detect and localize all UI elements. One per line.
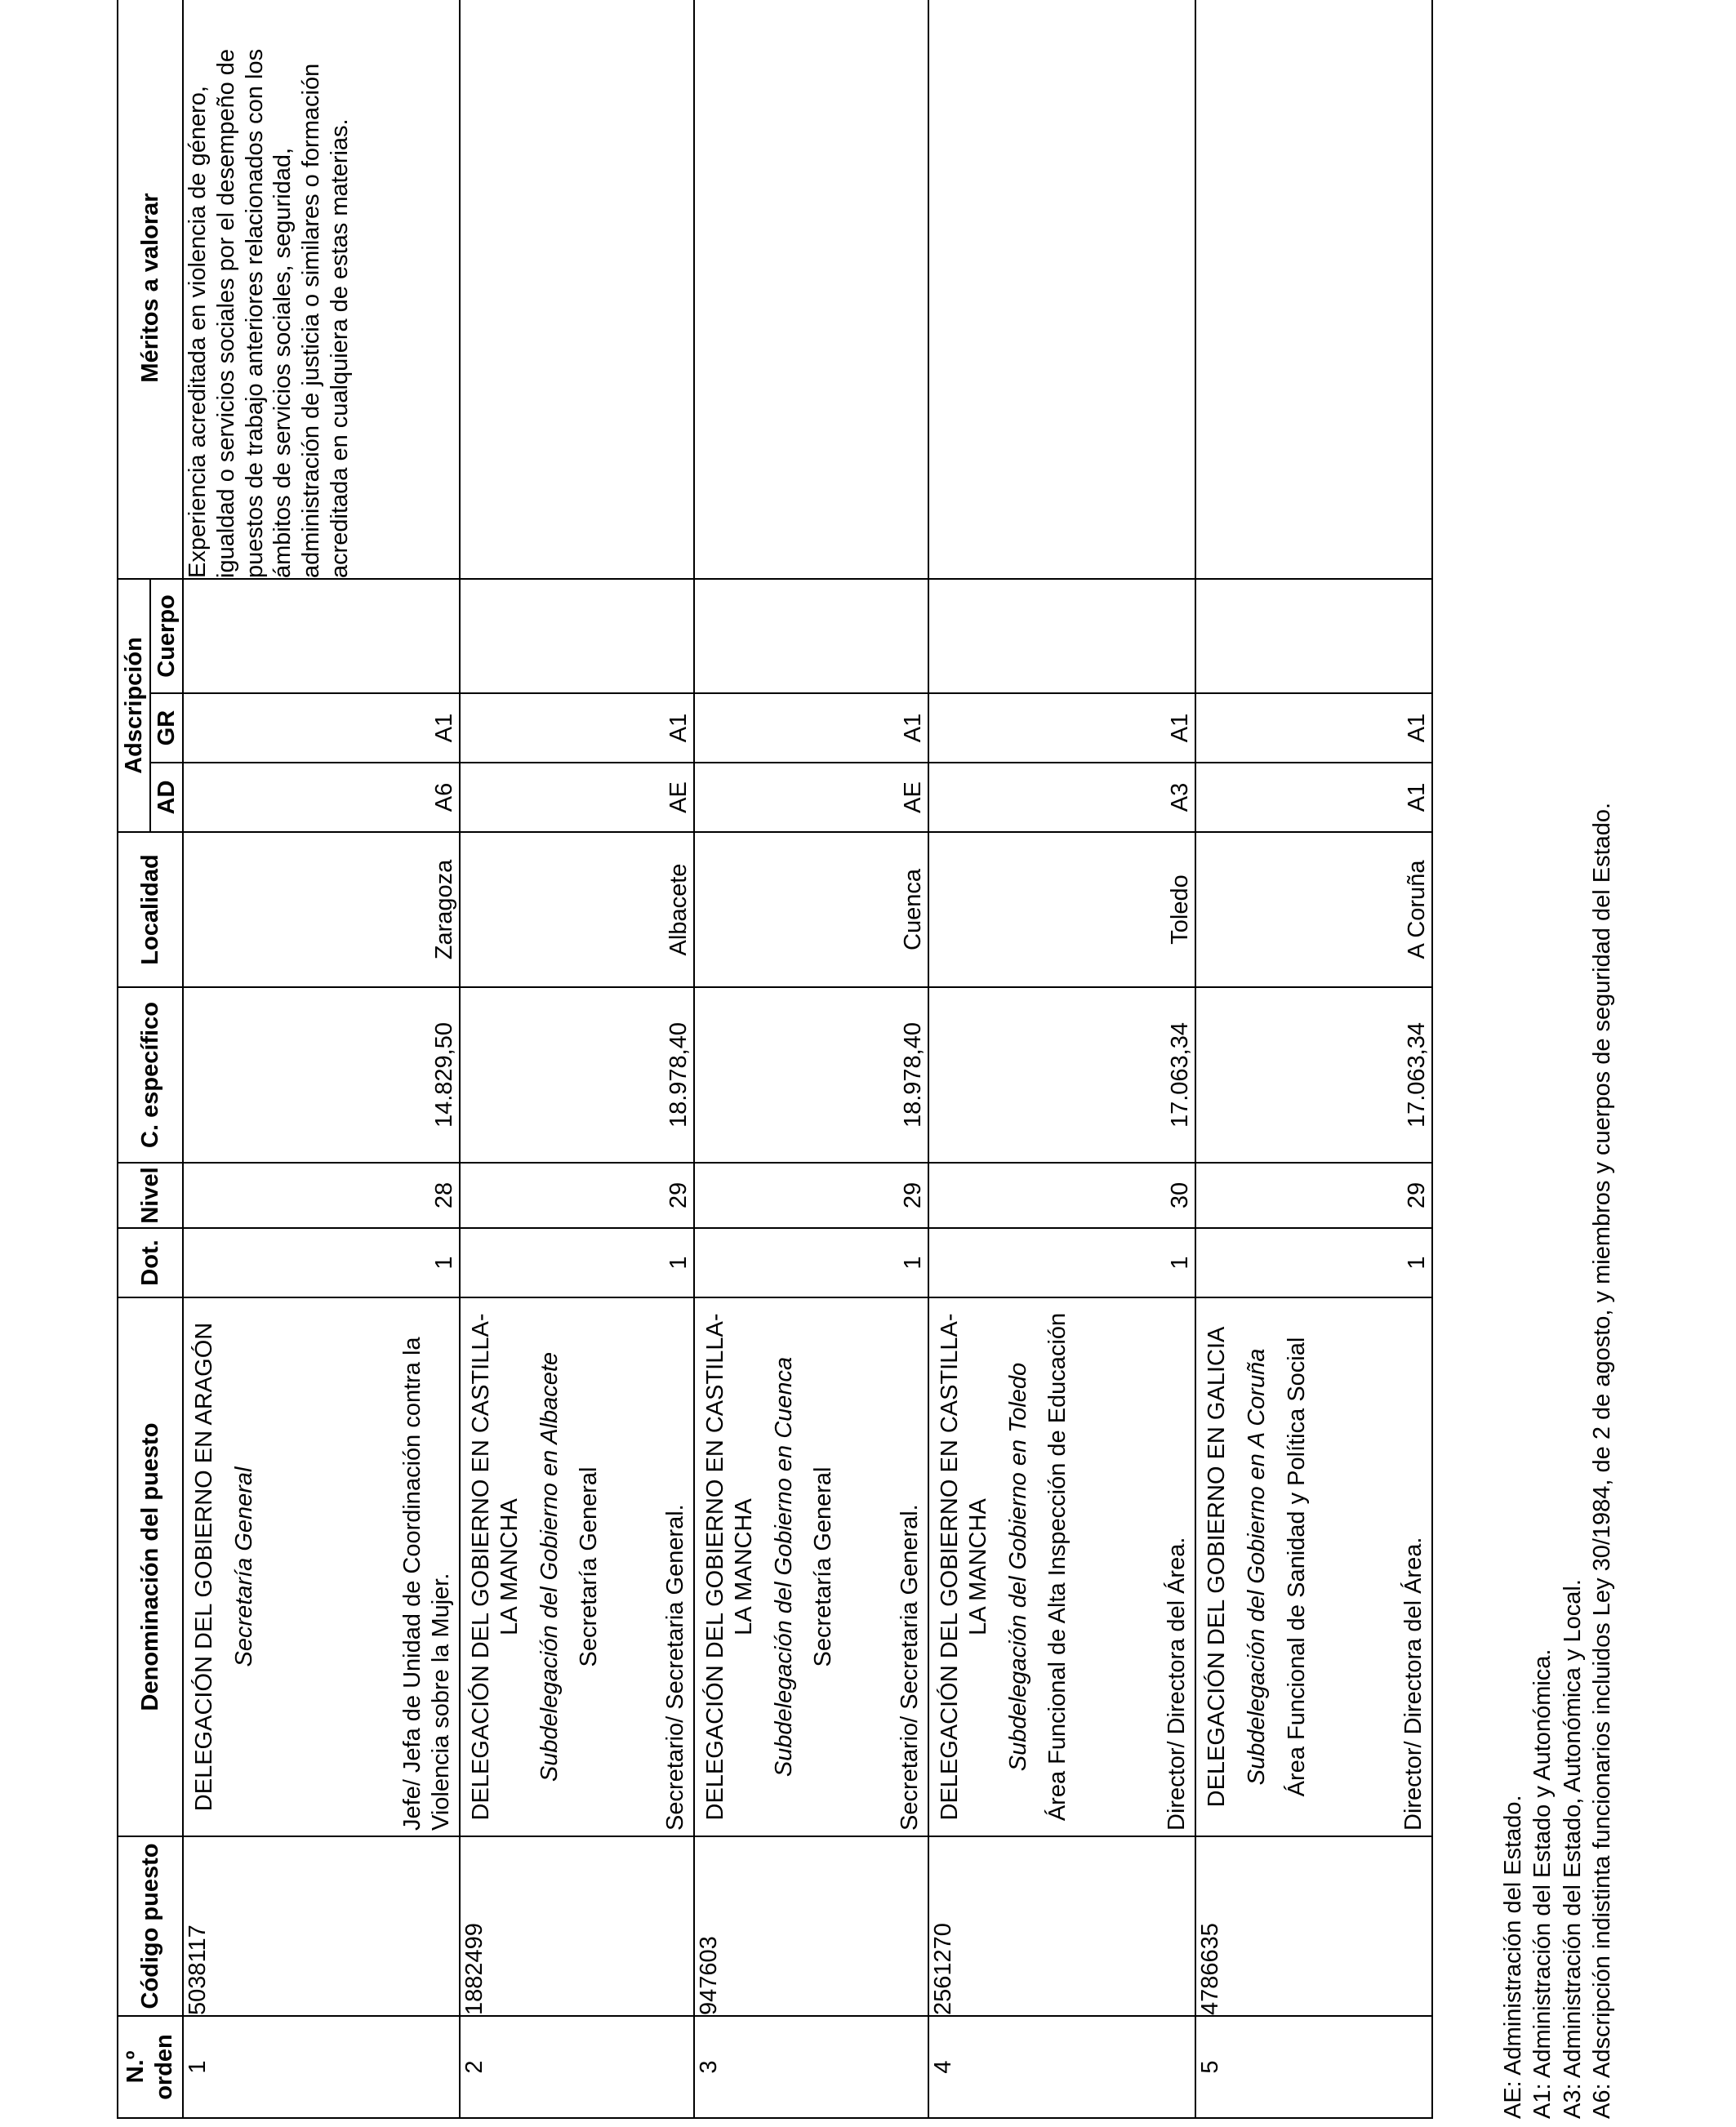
unit-name: Secretaría General [810,1466,837,1667]
header-especifico: C. específico [118,987,183,1163]
cuerpo-cell [183,579,460,693]
org-name: DELEGACIÓN DEL GOBIERNO EN ARAGÓN [191,1322,217,1812]
org-name: DELEGACIÓN DEL GOBIERNO EN CASTILLA-LA MANCHA [702,1313,757,1821]
ad-cell: A6 [183,763,460,832]
dot-cell: 1 [1195,1228,1432,1297]
meritos-cell [694,0,928,579]
dot-cell: 1 [694,1228,928,1297]
especifico-cell: 18.978,40 [460,987,694,1163]
denominacion-cell [694,1297,928,1836]
gr-cell: A1 [183,693,460,763]
cuerpo-cell [460,579,694,693]
localidad-cell: A Coruña [1195,832,1432,987]
gr-cell: A1 [460,693,694,763]
meritos-cell [928,0,1195,579]
puesto-name: Jefe/ Jefa de Unidad de Coordinación contra la Violencia sobre la Mujer. [399,1337,455,1831]
codigo-cell: 1882499 [460,1836,694,2016]
footnote-a6: A6: Adscripción indistinta funcionarios incluidos Ley 30/1984, de 2 de agosto, y miembros y cuerpos de seguridad del Estado. [1588,802,1615,2119]
org-name: DELEGACIÓN DEL GOBIERNO EN GALICIA [1204,1326,1230,1808]
table-row [460,0,694,2118]
footnote-ae: AE: Administración del Estado. [1500,1795,1526,2119]
nivel-cell: 28 [183,1163,460,1228]
puesto-name: Secretario/ Secretaria General. [897,1504,924,1831]
footnote-a3: A3: Administración del Estado, Autonómica y Local. [1559,1579,1586,2119]
header-denominacion: Denominación del puesto [118,1297,183,1836]
orden-cell: 3 [694,2016,928,2118]
localidad-cell: Zaragoza [183,832,460,987]
gr-cell: A1 [694,693,928,763]
denominacion-cell [183,1297,460,1836]
gr-cell: A1 [1195,693,1432,763]
puesto-name: Director/ Directora del Área. [1400,1537,1427,1831]
cuerpo-cell [928,579,1195,693]
positions-table [117,0,1433,2119]
area-name: Área Funcional de Alta Inspección de Educación [1044,1312,1071,1822]
sub-name: Subdelegación del Gobierno en Toledo [1004,1362,1031,1772]
table-row [694,0,928,2118]
sub-name: Subdelegación del Gobierno en A Coruña [1243,1348,1270,1786]
header-cuerpo: Cuerpo [150,579,183,693]
footnotes [1498,4,1617,2119]
table-row [928,0,1195,2118]
nivel-cell: 29 [1195,1163,1432,1228]
denominacion-cell [928,1297,1195,1836]
meritos-cell [460,0,694,579]
puesto-name: Director/ Directora del Área. [1164,1537,1191,1831]
especifico-cell: 14.829,50 [183,987,460,1163]
unit-name: Secretaría General [576,1466,603,1667]
header-gr: GR [150,693,183,763]
gr-cell: A1 [928,693,1195,763]
header-ad: AD [150,763,183,832]
codigo-cell: 5038117 [183,1836,460,2016]
localidad-cell: Cuenca [694,832,928,987]
meritos-cell [1195,0,1432,579]
org-name: DELEGACIÓN DEL GOBIERNO EN CASTILLA-LA MANCHA [937,1313,991,1821]
orden-cell: 1 [183,2016,460,2118]
sub-name: Subdelegación del Gobierno en Cuenca [770,1356,797,1778]
header-codigo: Código puesto [118,1836,183,2016]
nivel-cell: 29 [694,1163,928,1228]
ad-cell: AE [460,763,694,832]
ad-cell: A1 [1195,763,1432,832]
orden-cell: 2 [460,2016,694,2118]
orden-cell: 5 [1195,2016,1432,2118]
ad-cell: AE [694,763,928,832]
dot-cell: 1 [460,1228,694,1297]
footnote-a1: A1: Administración del Estado y Autonómica. [1529,1649,1556,2119]
especifico-cell: 18.978,40 [694,987,928,1163]
header-localidad: Localidad [118,832,183,987]
localidad-cell: Albacete [460,832,694,987]
sub-name: Subdelegación del Gobierno en Albacete [536,1351,563,1782]
dot-cell: 1 [183,1228,460,1297]
area-name: Área Funcional de Sanidad y Política Social [1283,1337,1310,1797]
orden-cell: 4 [928,2016,1195,2118]
header-orden: N.º orden [118,2016,183,2118]
especifico-cell: 17.063,34 [1195,987,1432,1163]
header-nivel: Nivel [118,1163,183,1228]
cuerpo-cell [694,579,928,693]
table-row [1195,0,1432,2118]
header-dot: Dot. [118,1228,183,1297]
header-adscripcion: Adscripción [118,579,150,832]
ad-cell: A3 [928,763,1195,832]
meritos-cell: Experiencia acreditada en violencia de género, igualdad o servicios sociales por el desempeño de puestos de trabajo anteriores relacionados con los ámbitos de servicios sociales, seguridad, administración de justicia o similares o formación acreditada en cualquiera de estas materias. [183,0,460,579]
cuerpo-cell [1195,579,1432,693]
codigo-cell: 2561270 [928,1836,1195,2016]
org-name: DELEGACIÓN DEL GOBIERNO EN CASTILLA-LA MANCHA [468,1313,523,1821]
denominacion-cell [460,1297,694,1836]
puesto-name: Secretario/ Secretaria General. [662,1504,689,1831]
header-meritos: Méritos a valorar [118,0,183,579]
dot-cell: 1 [928,1228,1195,1297]
sub-name: Secretaría General [230,1466,257,1667]
nivel-cell: 30 [928,1163,1195,1228]
codigo-cell: 947603 [694,1836,928,2016]
table-row [183,0,460,2118]
codigo-cell: 4786635 [1195,1836,1432,2016]
especifico-cell: 17.063,34 [928,987,1195,1163]
denominacion-cell [1195,1297,1432,1836]
nivel-cell: 29 [460,1163,694,1228]
localidad-cell: Toledo [928,832,1195,987]
